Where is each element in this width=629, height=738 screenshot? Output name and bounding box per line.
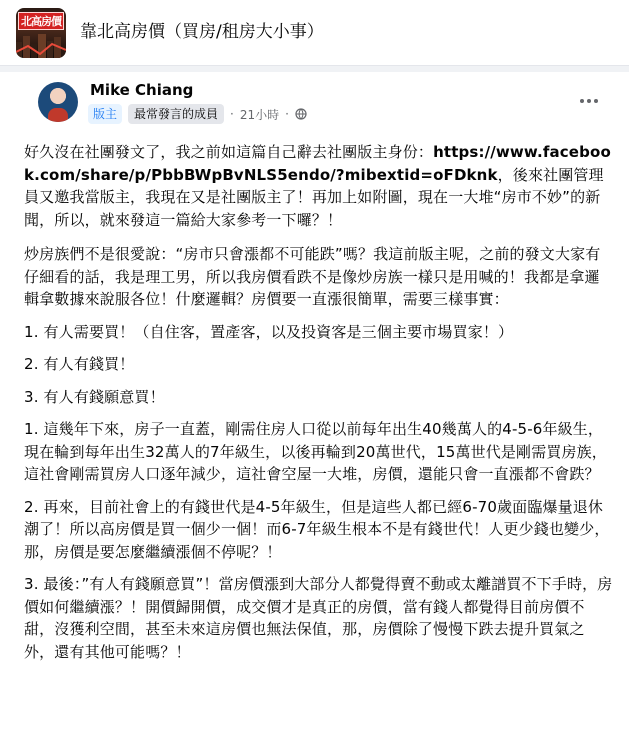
post-paragraph-point-2: 2. 有人有錢買！	[24, 355, 135, 373]
group-thumbnail-text: 北高房價	[18, 12, 64, 30]
globe-icon	[295, 108, 307, 120]
post-body	[24, 141, 614, 673]
group-title[interactable]: 靠北高房價（買房/租房大小事）	[80, 22, 324, 42]
post-paragraph-detail-1: 1. 這幾年下來，房子一直蓋，剛需住房人口從以前每年出生40幾萬人的4-5-6年級生，現在輪到每年出生32萬人的7年級生，以後再輪到20萬世代，15萬世代是剛需買房族，這社會剛需買房人口逐年減少，這社會空屋一大堆，房價，還能只會一直漲都不會跌？	[24, 420, 607, 483]
author-avatar[interactable]	[38, 82, 78, 122]
post-paragraph-detail-3: 3. 最後：”有人有錢願意買”！當房價漲到大部分人都覺得賣不動或太離譜買不下手時，房價如何繼續漲？！開價歸開價，成交價才是真正的房價，當有錢人都覺得目前房價不甜，沒獲利空間，甚至未來這房價也無法保值，那，房價除了慢慢下跌去提升買氣之外，還有其他可能嗎？！	[24, 575, 613, 661]
top-contributor-badge[interactable]: 最常發言的成員	[128, 104, 224, 124]
intro-text-continued: ，後來社團管理員又邀我當版主，我現在又是社團版主了！再加上如附圖，現在一大堆“房市不妙”的新聞，所以，就來發這一篇給大家參考一下囉？！	[24, 165, 604, 229]
post-paragraph-point-1: 1. 有人需要買！（自住客，置產客，以及投資客是三個主要市場買家！）	[24, 322, 514, 341]
post-paragraph-intro	[24, 141, 614, 231]
section-divider	[0, 66, 629, 72]
dot	[587, 99, 591, 103]
group-thumbnail[interactable]	[16, 8, 66, 58]
post-paragraph-point-3: 3. 有人有錢願意買！	[24, 387, 165, 406]
post-paragraph-detail-2: 2. 再來，目前社會上的有錢世代是4-5年級生，但是這些人都已經6-70歲面臨爆量退休潮了！所以高房價是買一個少一個！而6-7年級生根本不是有錢世代！人更少錢也變少，那，房價是要怎麼繼續漲個不停呢？！	[24, 497, 610, 561]
author-name[interactable]: Mike Chiang	[90, 81, 194, 99]
meta-separator: ·	[230, 107, 234, 121]
more-options-icon[interactable]	[574, 90, 604, 112]
post-meta	[88, 103, 307, 125]
city-skyline-icon	[16, 32, 66, 58]
dot	[580, 99, 584, 103]
post-timestamp[interactable]: 21小時	[239, 107, 280, 122]
shared-post-link[interactable]: https://www.facebook.com/share/p/PbbBWpBvNLS5endo/?mibextid=oFDknk	[24, 143, 611, 184]
dot	[594, 99, 598, 103]
post-paragraph-argument: 炒房族們不是很愛說：“房市只會漲都不可能跌”嗎？我這前版主呢，之前的發文大家有仔細看的話，我是理工男，所以我房價看跌不是像炒房族一樣只是用喊的！我都是拿邏輯拿數據來說服各位！什麼邏輯？房價要一直漲很簡單，需要三樣事實：	[24, 245, 601, 308]
intro-text: 好久沒在社團發文了，我之前如這篇自己辭去社團版主身份：	[24, 143, 434, 161]
meta-separator-2: ·	[285, 107, 289, 121]
admin-badge[interactable]: 版主	[88, 104, 122, 124]
avatar-figure	[48, 108, 68, 122]
group-header	[0, 0, 629, 66]
